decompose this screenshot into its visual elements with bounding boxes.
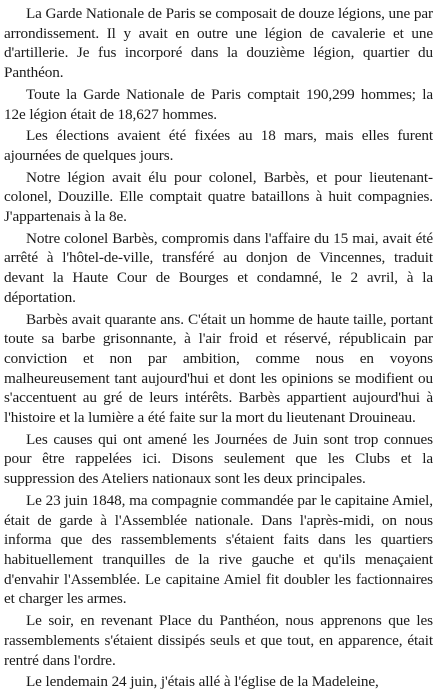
paragraph-le-soir: Le soir, en revenant Place du Panthéon, nous apprenons que les rassemblements s'étaient dissipés seuls et que tout, en apparence, était rentré dans l'ordre.: [4, 612, 433, 669]
document-page: [4, 4, 433, 692]
paragraph-elections: Les élections avaient été fixées au 18 mars, mais elles furent ajournées de quelques jours.: [4, 127, 433, 164]
paragraph-colonel-election: Notre légion avait élu pour colonel, Barbès, et pour lieutenant-colonel, Douzille. Elle comptait quatre bataillons à huit compagnies. J'appartenais à la 8e.: [4, 168, 433, 226]
paragraph-23-juin: Le 23 juin 1848, ma compagnie commandée par le capitaine Amiel, était de garde à l'Assemblée nationale. Dans l'après-midi, on nous informa que des rassemblements s'étaient faits dans les quartiers habituellement tranquilles de la rive gauche et qu'ils menaçaient d'envahir l'Assemblée. Le capitaine Amiel fit doubler les factionnaires et charger les armes.: [4, 491, 433, 608]
paragraph-effectifs: Toute la Garde Nationale de Paris comptait 190,299 hommes; la 12e légion était de 18,627 hommes.: [4, 85, 433, 123]
paragraph-barbes-portrait: Barbès avait quarante ans. C'était un homme de haute taille, portant toute sa barbe grisonnante, à l'air froid et réservé, républicain par conviction et non par ambition, comme nous en voyons malheureusement tant aujourd'hui et dont les opinions se modifient ou s'accentuent au gré de leurs intérêts. Barbès appartient aujourd'hui à l'histoire et la lumière a été faite sur la mort du lieutenant Drouineau.: [4, 310, 433, 427]
paragraph-garde-nationale: La Garde Nationale de Paris se composait de douze légions, une par arrondissement. Il y avait en outre une légion de cavalerie et une d'artillerie. Je fus incorporé dans la douzième légion, quartier du Panthéon.: [4, 5, 433, 82]
paragraph-journees-de-juin: Les causes qui ont amené les Journées de Juin sont trop connues pour être rappelées ici. Disons seulement que les Clubs et la suppression des Ateliers nationaux sont les deux principales.: [4, 430, 433, 488]
paragraph-barbes-arrest: Notre colonel Barbès, compromis dans l'affaire du 15 mai, avait été arrêté à l'hôtel-de-ville, transféré au donjon de Vincennes, traduit devant la Haute Cour de Bourges et condamné, le 2 avril, à la déportation.: [4, 229, 433, 306]
paragraph-lendemain: Le lendemain 24 juin, j'étais allé à l'église de la Madeleine,: [26, 673, 379, 691]
